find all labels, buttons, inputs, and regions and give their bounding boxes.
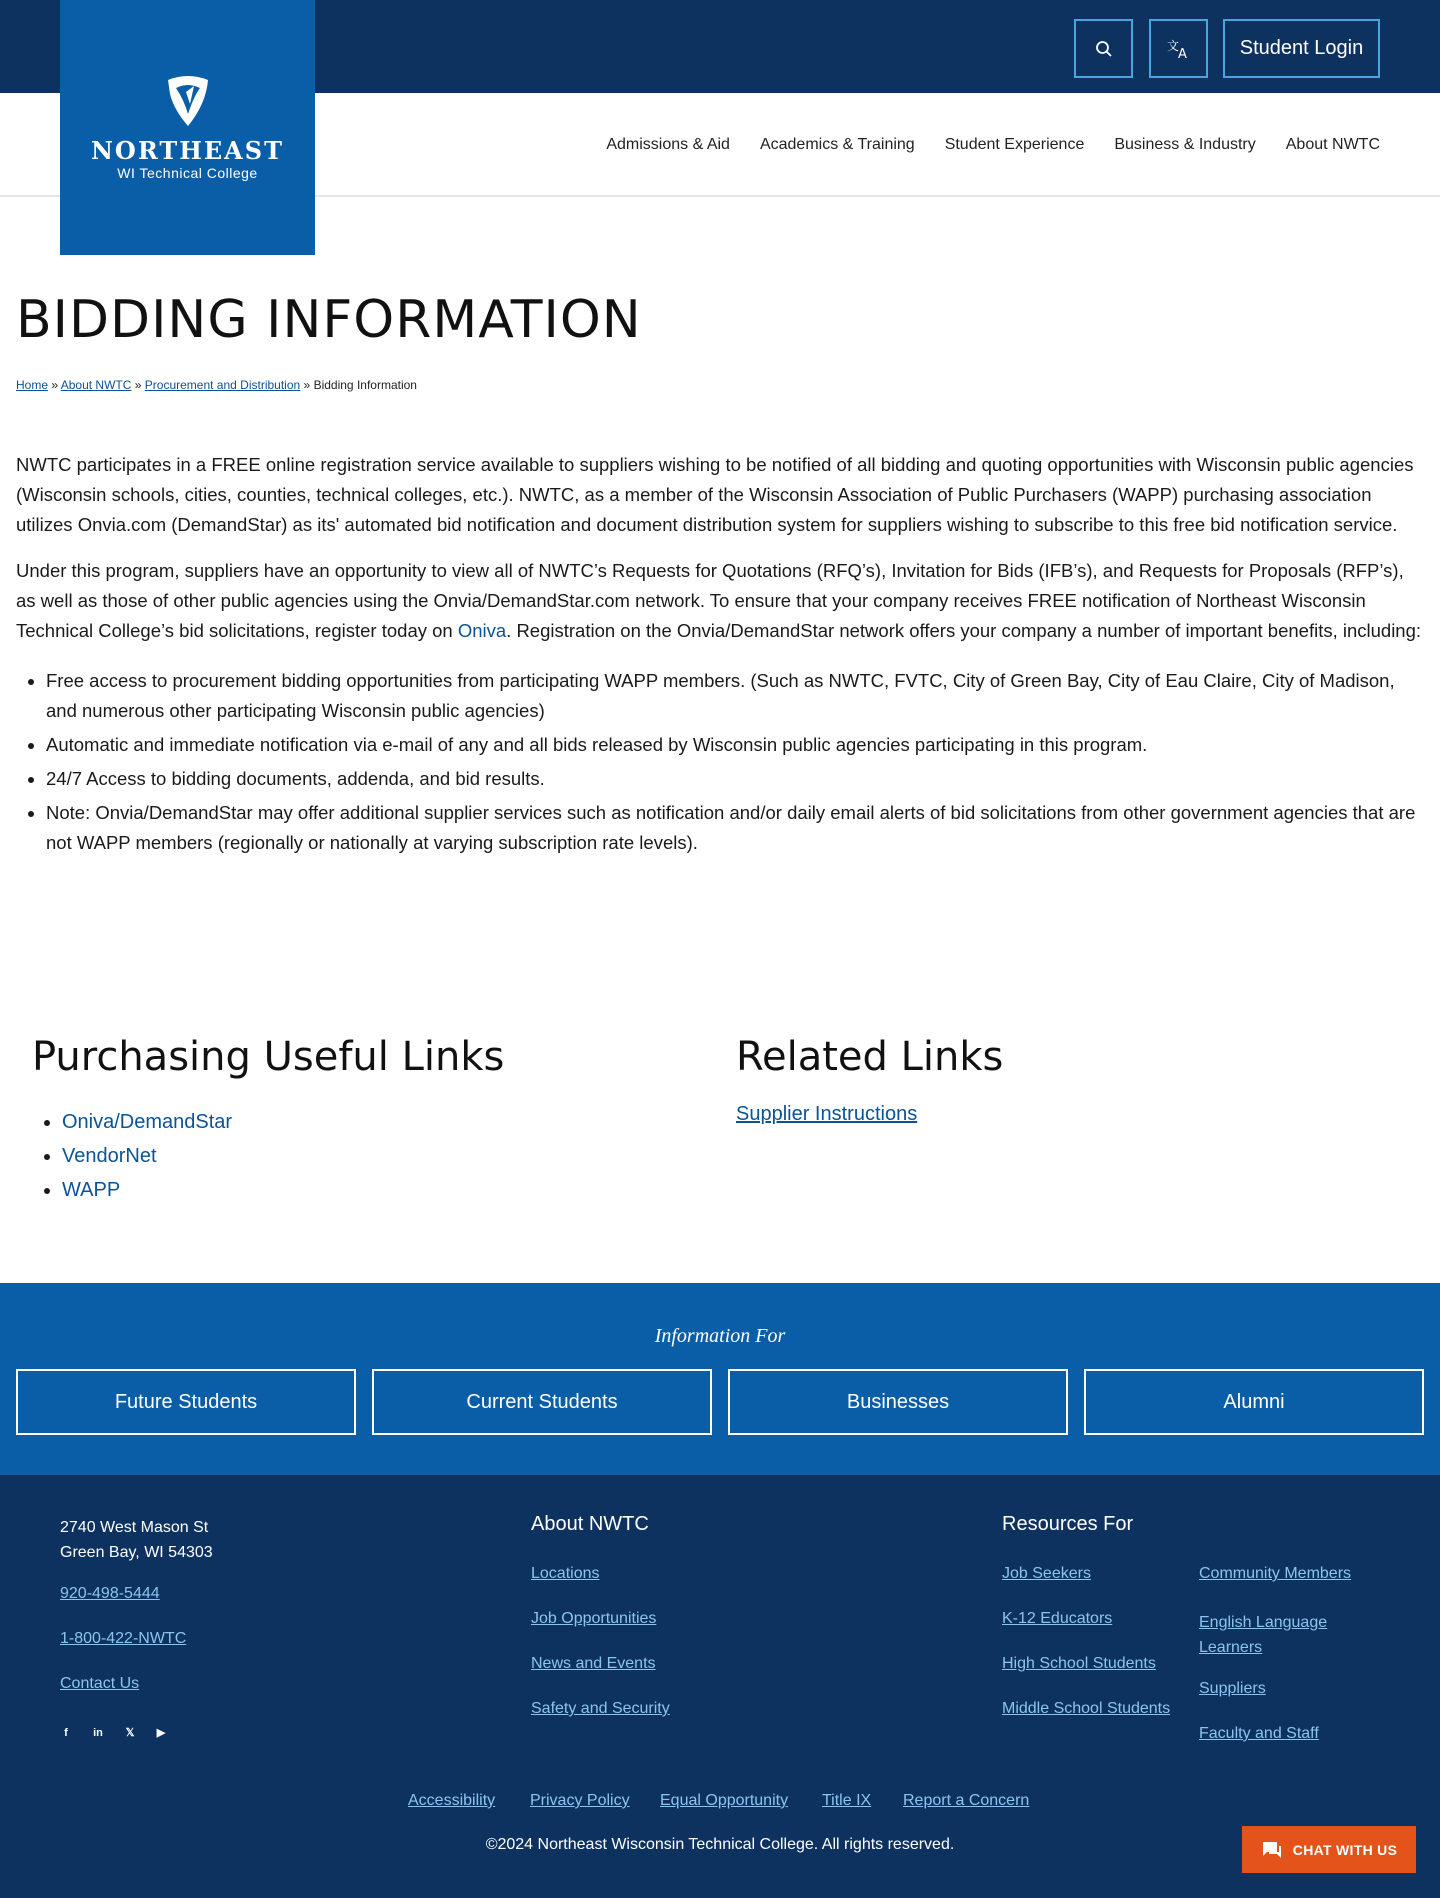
student-login-button[interactable]: Student Login [1223, 19, 1380, 78]
benefit-item: • Free access to procurement bidding opportunities from participating WAPP members. (Such as NWTC, FVTC, City of Green Bay, City of Eau Claire, City of Madison, and numerous other participating Wisconsin public agencies) [46, 666, 1424, 726]
nav-item-student-experience[interactable]: Student Experience [944, 136, 1085, 153]
current-students-button[interactable]: Current Students [372, 1369, 712, 1435]
k12-educators-link[interactable]: K-12 Educators [1002, 1610, 1113, 1627]
nav-list [606, 93, 1380, 197]
search-button[interactable] [1074, 19, 1133, 78]
benefits-list [46, 666, 1424, 858]
footer-resources-title: Resources For [1002, 1513, 1134, 1535]
list-item [62, 1173, 232, 1207]
chat-button[interactable] [1242, 1826, 1416, 1873]
x-icon[interactable]: 𝕏 [125, 1727, 135, 1739]
logo-name: NORTHEAST [90, 136, 284, 165]
copyright: ©2024 Northeast Wisconsin Technical College. All rights reserved. [485, 1836, 955, 1853]
title-ix-link[interactable]: Title IX [822, 1792, 872, 1809]
benefit-item: • Automatic and immediate notification via e-mail of any and all bids released by Wisconsin public agencies participating in this program. [46, 730, 1424, 760]
breadcrumb-separator: » [51, 378, 59, 392]
intro-paragraph: NWTC participates in a FREE online registration service available to suppliers wishing to be notified of all bidding and quoting opportunities with Wisconsin public agencies (Wisconsin schools, cities, counties, technical colleges, etc.). NWTC, as a member of the Wisconsin Association of Public Purchasers (WAPP) purchasing association utilizes Onvia.com (DemandStar) as its' automated bid notification and document distribution system for suppliers wishing to subscribe to this free bid notification service. [16, 454, 1414, 535]
program-paragraph [16, 556, 1424, 646]
page-title: BIDDING INFORMATION [16, 290, 642, 350]
supplier-instructions-link[interactable]: Supplier Instructions [736, 1103, 918, 1125]
alumni-button[interactable]: Alumni [1084, 1369, 1424, 1435]
information-for-title: Information For [654, 1325, 786, 1347]
job-opportunities-link[interactable]: Job Opportunities [531, 1610, 657, 1627]
main-content [16, 450, 1424, 862]
information-for-section [0, 1283, 1440, 1475]
contact-us-link[interactable]: Contact Us [60, 1675, 140, 1692]
breadcrumb [16, 378, 417, 392]
linkedin-icon[interactable]: in [93, 1727, 103, 1739]
chat-icon [1261, 1840, 1283, 1860]
chat-label: CHAT WITH US [1292, 1841, 1398, 1858]
nav-item-business[interactable]: Business & Industry [1114, 136, 1256, 153]
breadcrumb-home[interactable]: Home [16, 378, 49, 392]
vendornet-link[interactable]: VendorNet [62, 1145, 157, 1167]
list-item [62, 1105, 232, 1139]
community-members-link[interactable]: Community Members [1199, 1565, 1352, 1582]
youtube-icon[interactable]: ▶ [156, 1727, 166, 1739]
benefit-item: • 24/7 Access to bidding documents, addenda, and bid results. [46, 764, 1424, 794]
site-footer [0, 1475, 1440, 1898]
program-text-end: . Registration on the Onvia/DemandStar network offers your company a number of important benefits, including: [506, 620, 1422, 641]
breadcrumb-separator: » [134, 378, 142, 392]
english-language-learners-link[interactable]: English Language Learners [1199, 1614, 1328, 1656]
purchasing-links-title: Purchasing Useful Links [32, 1034, 505, 1080]
address-line: 2740 West Mason St [60, 1519, 209, 1536]
equal-opportunity-link[interactable]: Equal Opportunity [660, 1792, 789, 1809]
footer-about-title: About NWTC [531, 1513, 649, 1535]
college-logo[interactable] [60, 0, 315, 255]
safety-security-link[interactable]: Safety and Security [531, 1700, 670, 1717]
phone-link[interactable]: 920-498-5444 [60, 1585, 160, 1602]
future-students-button[interactable]: Future Students [16, 1369, 356, 1435]
breadcrumb-about[interactable]: About NWTC [60, 378, 132, 392]
nav-item-admissions[interactable]: Admissions & Aid [606, 136, 730, 153]
toll-free-phone-link[interactable]: 1-800-422-NWTC [60, 1630, 187, 1647]
middle-school-students-link[interactable]: Middle School Students [1002, 1700, 1171, 1717]
nav-item-academics[interactable]: Academics & Training [759, 136, 915, 153]
businesses-button[interactable]: Businesses [728, 1369, 1068, 1435]
translate-icon [1166, 38, 1192, 60]
nav-item-about[interactable]: About NWTC [1285, 136, 1380, 153]
shield-logo-icon [164, 74, 212, 128]
logo-subtitle: WI Technical College [117, 165, 258, 181]
wapp-link[interactable]: WAPP [62, 1179, 121, 1201]
list-item [62, 1139, 232, 1173]
breadcrumb-current: Bidding Information [313, 378, 417, 392]
suppliers-link[interactable]: Suppliers [1199, 1680, 1266, 1697]
breadcrumb-procurement[interactable]: Procurement and Distribution [144, 378, 301, 392]
oniva-link[interactable]: Oniva [457, 620, 507, 641]
search-icon [1095, 40, 1113, 58]
footer-address [60, 1515, 213, 1565]
svg-text:A: A [1177, 46, 1187, 60]
purchasing-links-list [62, 1105, 232, 1207]
svg-text:文: 文 [1166, 38, 1179, 53]
related-links-title: Related Links [736, 1034, 1004, 1080]
translate-button[interactable] [1149, 19, 1208, 78]
job-seekers-link[interactable]: Job Seekers [1002, 1565, 1091, 1582]
demandstar-link[interactable]: Oniva/DemandStar [62, 1111, 233, 1133]
breadcrumb-separator: » [303, 378, 311, 392]
high-school-students-link[interactable]: High School Students [1002, 1655, 1156, 1672]
privacy-policy-link[interactable]: Privacy Policy [530, 1792, 630, 1809]
report-concern-link[interactable]: Report a Concern [903, 1792, 1030, 1809]
benefit-item: • Note: Onvia/DemandStar may offer additional supplier services such as notification and/or daily email alerts of bid solicitations from other government agencies that are not WAPP members (regionally or nationally at varying subscription rate levels). [46, 798, 1424, 858]
program-text: Under this program, suppliers have an opportunity to view all of NWTC’s Requests for Quotations (RFQ’s), Invitation for Bids (IFB’s), and Requests for Proposals (RFP’s), as well as those of other public agencies using the Onvia/DemandStar.com network. To ensure that your company receives FREE notification of Northeast Wisconsin Technical College’s bid solicitations, register today on [16, 560, 1404, 641]
facebook-icon[interactable]: f [64, 1727, 68, 1739]
address-line: Green Bay, WI 54303 [60, 1544, 213, 1561]
news-events-link[interactable]: News and Events [531, 1655, 656, 1672]
faculty-staff-link[interactable]: Faculty and Staff [1199, 1725, 1319, 1742]
accessibility-link[interactable]: Accessibility [408, 1792, 496, 1809]
locations-link[interactable]: Locations [531, 1565, 600, 1582]
